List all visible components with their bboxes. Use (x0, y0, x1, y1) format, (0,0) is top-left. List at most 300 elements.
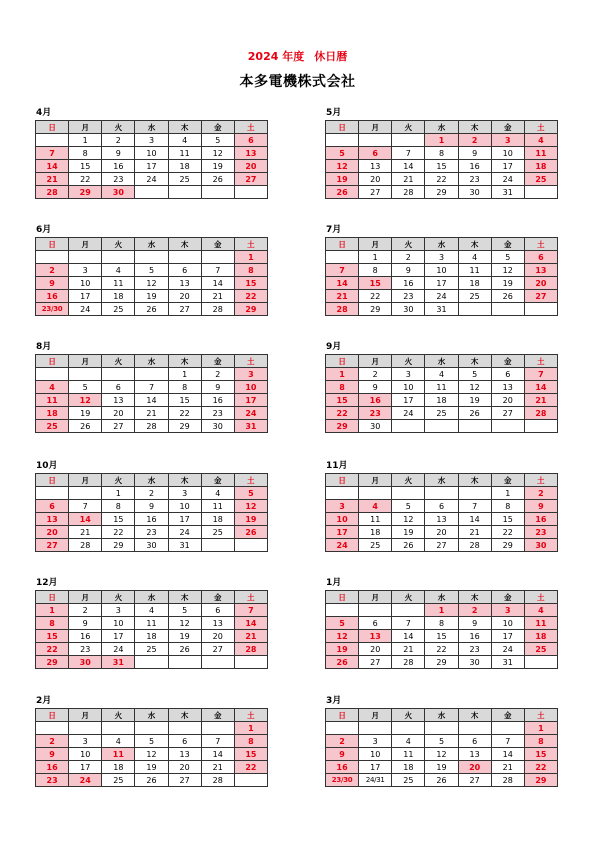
week-row (326, 381, 558, 394)
month-block (325, 224, 558, 316)
week-row (326, 761, 558, 774)
holiday-cell: 6 (36, 500, 69, 513)
holiday-cell: 9 (524, 500, 557, 513)
empty-cell (201, 186, 234, 199)
day-cell: 2 (392, 251, 425, 264)
month-title: 5月 (326, 108, 342, 118)
empty-cell (168, 722, 201, 735)
week-row (326, 147, 558, 160)
weekday-label: 月 (359, 591, 392, 604)
day-cell: 30 (359, 420, 392, 433)
holiday-cell: 22 (524, 761, 557, 774)
day-cell: 3 (425, 251, 458, 264)
day-cell: 31 (491, 186, 524, 199)
day-cell: 20 (491, 394, 524, 407)
month-table (35, 354, 268, 433)
weekday-label: 日 (326, 474, 359, 487)
week-row (36, 748, 268, 761)
week-row (326, 500, 558, 513)
day-cell: 14 (458, 513, 491, 526)
empty-cell (524, 420, 557, 433)
holiday-cell: 2 (36, 264, 69, 277)
holiday-cell: 7 (36, 147, 69, 160)
day-cell: 24 (491, 173, 524, 186)
empty-cell (359, 722, 392, 735)
day-cell: 8 (359, 264, 392, 277)
week-row (326, 487, 558, 500)
day-cell: 17 (102, 630, 135, 643)
holiday-cell: 28 (524, 407, 557, 420)
holiday-cell: 15 (36, 630, 69, 643)
day-cell: 9 (69, 617, 102, 630)
weekday-header-row (36, 355, 268, 368)
holiday-cell: 28 (326, 303, 359, 316)
holiday-cell: 14 (326, 277, 359, 290)
day-cell: 5 (458, 368, 491, 381)
weekday-label: 日 (326, 238, 359, 251)
day-cell: 21 (458, 526, 491, 539)
empty-cell (326, 251, 359, 264)
day-cell: 11 (392, 748, 425, 761)
holiday-cell: 19 (326, 643, 359, 656)
holiday-cell: 9 (36, 748, 69, 761)
month-table (35, 708, 268, 787)
holiday-cell: 20 (524, 277, 557, 290)
weekday-label: 水 (425, 591, 458, 604)
day-cell: 8 (69, 147, 102, 160)
holiday-cell: 26 (326, 186, 359, 199)
holiday-cell: 2 (458, 134, 491, 147)
empty-cell (491, 722, 524, 735)
day-cell: 16 (458, 630, 491, 643)
weekday-label: 水 (135, 474, 168, 487)
day-cell: 11 (458, 264, 491, 277)
month-title: 12月 (36, 578, 58, 588)
month-block (35, 460, 268, 552)
day-cell: 12 (458, 381, 491, 394)
holiday-cell: 10 (326, 513, 359, 526)
weekday-label: 月 (69, 474, 102, 487)
holiday-cell: 15 (234, 748, 267, 761)
holiday-cell: 28 (36, 186, 69, 199)
week-row (326, 630, 558, 643)
day-cell: 6 (168, 735, 201, 748)
empty-cell (392, 604, 425, 617)
day-cell: 19 (491, 277, 524, 290)
weekday-label: 木 (458, 355, 491, 368)
empty-cell (135, 656, 168, 669)
weekday-label: 金 (491, 355, 524, 368)
holiday-cell: 22 (234, 761, 267, 774)
day-cell: 14 (201, 748, 234, 761)
weekday-label: 金 (201, 238, 234, 251)
calendar-title: 休日暦 (314, 50, 348, 63)
holiday-cell: 20 (36, 526, 69, 539)
weekday-label: 月 (359, 474, 392, 487)
month-table (325, 354, 558, 433)
weekday-label: 土 (234, 709, 267, 722)
week-row (36, 381, 268, 394)
empty-cell (392, 487, 425, 500)
weekday-label: 土 (524, 238, 557, 251)
day-cell: 20 (168, 290, 201, 303)
weekday-label: 月 (69, 355, 102, 368)
holiday-cell: 13 (524, 264, 557, 277)
empty-cell (36, 487, 69, 500)
holiday-cell: 29 (36, 656, 69, 669)
day-cell: 2 (135, 487, 168, 500)
day-cell: 19 (135, 761, 168, 774)
day-cell: 27 (102, 420, 135, 433)
empty-cell (234, 186, 267, 199)
holiday-cell: 1 (326, 368, 359, 381)
day-cell: 24/31 (359, 774, 392, 787)
week-row (36, 604, 268, 617)
day-cell: 19 (69, 407, 102, 420)
day-cell: 3 (102, 604, 135, 617)
month-table (325, 120, 558, 199)
weekday-label: 木 (168, 474, 201, 487)
holiday-cell: 1 (234, 251, 267, 264)
empty-cell (168, 656, 201, 669)
day-cell: 13 (102, 394, 135, 407)
day-cell: 26 (201, 173, 234, 186)
empty-cell (491, 303, 524, 316)
day-cell: 29 (168, 420, 201, 433)
day-cell: 18 (201, 513, 234, 526)
week-row (36, 264, 268, 277)
holiday-cell: 5 (326, 617, 359, 630)
week-row (36, 500, 268, 513)
holiday-cell: 22 (234, 290, 267, 303)
day-cell: 14 (201, 277, 234, 290)
day-cell: 10 (69, 277, 102, 290)
holiday-cell: 2 (326, 735, 359, 748)
day-cell: 3 (135, 134, 168, 147)
day-cell: 4 (168, 134, 201, 147)
day-cell: 14 (491, 748, 524, 761)
weekday-label: 土 (524, 474, 557, 487)
weekday-header-row (326, 591, 558, 604)
day-cell: 22 (102, 526, 135, 539)
day-cell: 22 (425, 173, 458, 186)
holiday-cell: 15 (234, 277, 267, 290)
weekday-label: 月 (69, 709, 102, 722)
day-cell: 26 (135, 303, 168, 316)
day-cell: 5 (69, 381, 102, 394)
day-cell: 5 (201, 134, 234, 147)
holiday-cell: 3 (491, 134, 524, 147)
week-row (326, 134, 558, 147)
day-cell: 9 (135, 500, 168, 513)
day-cell: 19 (392, 526, 425, 539)
holiday-cell: 8 (326, 381, 359, 394)
month-table (325, 708, 558, 787)
week-row (326, 735, 558, 748)
day-cell: 7 (201, 735, 234, 748)
holiday-cell: 11 (36, 394, 69, 407)
day-cell: 22 (359, 290, 392, 303)
day-cell: 17 (69, 290, 102, 303)
day-cell: 31 (425, 303, 458, 316)
day-cell: 24 (425, 290, 458, 303)
month-block (325, 107, 558, 199)
day-cell: 20 (102, 407, 135, 420)
day-cell: 7 (458, 500, 491, 513)
holiday-cell: 15 (524, 748, 557, 761)
week-row (326, 186, 558, 199)
month-title: 10月 (36, 461, 58, 471)
week-row (326, 748, 558, 761)
holiday-cell: 25 (524, 643, 557, 656)
weekday-label: 月 (69, 121, 102, 134)
day-cell: 30 (392, 303, 425, 316)
week-row (326, 617, 558, 630)
day-cell: 28 (135, 420, 168, 433)
day-cell: 25 (102, 303, 135, 316)
day-cell: 5 (491, 251, 524, 264)
day-cell: 18 (425, 394, 458, 407)
day-cell: 4 (392, 735, 425, 748)
day-cell: 16 (102, 160, 135, 173)
empty-cell (201, 539, 234, 552)
weekday-label: 土 (524, 121, 557, 134)
holiday-cell: 17 (234, 394, 267, 407)
day-cell: 19 (135, 290, 168, 303)
day-cell: 23 (201, 407, 234, 420)
holiday-cell: 15 (359, 277, 392, 290)
weekday-label: 金 (491, 591, 524, 604)
holiday-cell: 17 (326, 526, 359, 539)
day-cell: 1 (102, 487, 135, 500)
empty-cell (359, 134, 392, 147)
holiday-cell: 12 (326, 630, 359, 643)
day-cell: 27 (425, 539, 458, 552)
holiday-cell: 18 (36, 407, 69, 420)
day-cell: 30 (135, 539, 168, 552)
day-cell: 25 (458, 290, 491, 303)
day-cell: 22 (491, 526, 524, 539)
day-cell: 3 (69, 264, 102, 277)
day-cell: 22 (425, 643, 458, 656)
day-cell: 15 (425, 160, 458, 173)
empty-cell (326, 487, 359, 500)
empty-cell (234, 539, 267, 552)
holiday-cell: 8 (234, 264, 267, 277)
holiday-cell: 30 (524, 539, 557, 552)
day-cell: 14 (392, 630, 425, 643)
day-cell: 13 (201, 617, 234, 630)
weekday-label: 日 (36, 355, 69, 368)
weekday-label: 木 (458, 709, 491, 722)
fiscal-year: 2024 年度 (247, 50, 305, 63)
weekday-header-row (36, 238, 268, 251)
holiday-cell: 22 (36, 643, 69, 656)
day-cell: 16 (201, 394, 234, 407)
day-cell: 20 (425, 526, 458, 539)
weekday-label: 水 (135, 591, 168, 604)
day-cell: 23 (458, 173, 491, 186)
weekday-label: 水 (425, 474, 458, 487)
day-cell: 4 (458, 251, 491, 264)
weekday-label: 金 (201, 121, 234, 134)
day-cell: 25 (201, 526, 234, 539)
day-cell: 26 (491, 290, 524, 303)
month-table (325, 590, 558, 669)
day-cell: 21 (201, 761, 234, 774)
holiday-cell: 22 (326, 407, 359, 420)
day-cell: 18 (458, 277, 491, 290)
weekday-label: 日 (326, 121, 359, 134)
day-cell: 16 (135, 513, 168, 526)
weekday-label: 木 (458, 474, 491, 487)
day-cell: 15 (425, 630, 458, 643)
holiday-cell: 7 (524, 368, 557, 381)
holiday-cell: 6 (359, 147, 392, 160)
weekday-header-row (36, 591, 268, 604)
empty-cell (458, 420, 491, 433)
weekday-label: 日 (36, 474, 69, 487)
month-table (325, 237, 558, 316)
holiday-cell: 19 (234, 513, 267, 526)
day-cell: 8 (425, 147, 458, 160)
week-row (326, 251, 558, 264)
holiday-cell: 31 (234, 420, 267, 433)
week-row (36, 368, 268, 381)
empty-cell (135, 251, 168, 264)
weekday-label: 火 (392, 238, 425, 251)
empty-cell (36, 134, 69, 147)
weekday-label: 水 (135, 709, 168, 722)
holiday-cell: 21 (234, 630, 267, 643)
holiday-cell: 21 (326, 290, 359, 303)
holiday-cell: 8 (234, 735, 267, 748)
day-cell: 5 (135, 264, 168, 277)
month-block (35, 107, 268, 199)
weekday-label: 土 (524, 355, 557, 368)
day-cell: 17 (359, 761, 392, 774)
weekday-label: 木 (458, 591, 491, 604)
holiday-cell: 6 (524, 251, 557, 264)
weekday-label: 日 (36, 591, 69, 604)
holiday-cell: 2 (36, 735, 69, 748)
holiday-cell: 2 (458, 604, 491, 617)
weekday-label: 日 (326, 709, 359, 722)
weekday-label: 土 (234, 121, 267, 134)
month-title: 8月 (36, 342, 52, 352)
day-cell: 28 (69, 539, 102, 552)
weekday-label: 日 (36, 238, 69, 251)
weekday-label: 木 (458, 238, 491, 251)
holiday-cell: 11 (524, 617, 557, 630)
weekday-header-row (326, 355, 558, 368)
empty-cell (168, 186, 201, 199)
holiday-cell: 12 (326, 160, 359, 173)
month-block (325, 577, 558, 669)
weekday-label: 水 (425, 355, 458, 368)
day-cell: 26 (168, 643, 201, 656)
holiday-cell: 4 (36, 381, 69, 394)
weekday-label: 金 (491, 474, 524, 487)
month-table (35, 590, 268, 669)
day-cell: 24 (491, 643, 524, 656)
week-row (36, 513, 268, 526)
day-cell: 7 (491, 735, 524, 748)
day-cell: 19 (168, 630, 201, 643)
holiday-cell: 11 (102, 748, 135, 761)
week-row (36, 251, 268, 264)
day-cell: 8 (491, 500, 524, 513)
day-cell: 27 (168, 303, 201, 316)
week-row (36, 643, 268, 656)
empty-cell (168, 251, 201, 264)
day-cell: 12 (425, 748, 458, 761)
day-cell: 21 (392, 643, 425, 656)
month-block (35, 695, 268, 787)
week-row (36, 277, 268, 290)
day-cell: 15 (168, 394, 201, 407)
month-title: 9月 (326, 342, 342, 352)
weekday-header-row (326, 474, 558, 487)
holiday-cell: 13 (359, 630, 392, 643)
day-cell: 24 (135, 173, 168, 186)
week-row (326, 394, 558, 407)
week-row (36, 173, 268, 186)
day-cell: 4 (102, 735, 135, 748)
day-cell: 12 (168, 617, 201, 630)
empty-cell (326, 604, 359, 617)
week-row (36, 656, 268, 669)
day-cell: 7 (201, 264, 234, 277)
day-cell: 21 (201, 290, 234, 303)
weekday-label: 火 (392, 474, 425, 487)
day-cell: 11 (201, 500, 234, 513)
month-block (325, 460, 558, 552)
holiday-cell: 24 (234, 407, 267, 420)
holiday-cell: 4 (524, 604, 557, 617)
holiday-cell: 27 (234, 173, 267, 186)
holiday-cell: 30 (102, 186, 135, 199)
day-cell: 2 (359, 368, 392, 381)
holiday-cell: 23 (36, 774, 69, 787)
day-cell: 8 (168, 381, 201, 394)
holiday-cell: 14 (69, 513, 102, 526)
day-cell: 1 (491, 487, 524, 500)
holiday-cell: 23 (359, 407, 392, 420)
day-cell: 6 (102, 381, 135, 394)
day-cell: 13 (359, 160, 392, 173)
day-cell: 23 (135, 526, 168, 539)
weekday-label: 土 (234, 474, 267, 487)
day-cell: 2 (69, 604, 102, 617)
day-cell: 17 (425, 277, 458, 290)
week-row (36, 186, 268, 199)
day-cell: 10 (135, 147, 168, 160)
day-cell: 17 (69, 761, 102, 774)
day-cell: 10 (491, 147, 524, 160)
day-cell: 18 (359, 526, 392, 539)
week-row (326, 656, 558, 669)
day-cell: 18 (135, 630, 168, 643)
week-row (36, 407, 268, 420)
day-cell: 1 (69, 134, 102, 147)
day-cell: 2 (102, 134, 135, 147)
day-cell: 12 (135, 277, 168, 290)
day-cell: 28 (392, 186, 425, 199)
day-cell: 31 (168, 539, 201, 552)
empty-cell (135, 186, 168, 199)
holiday-cell: 4 (524, 134, 557, 147)
